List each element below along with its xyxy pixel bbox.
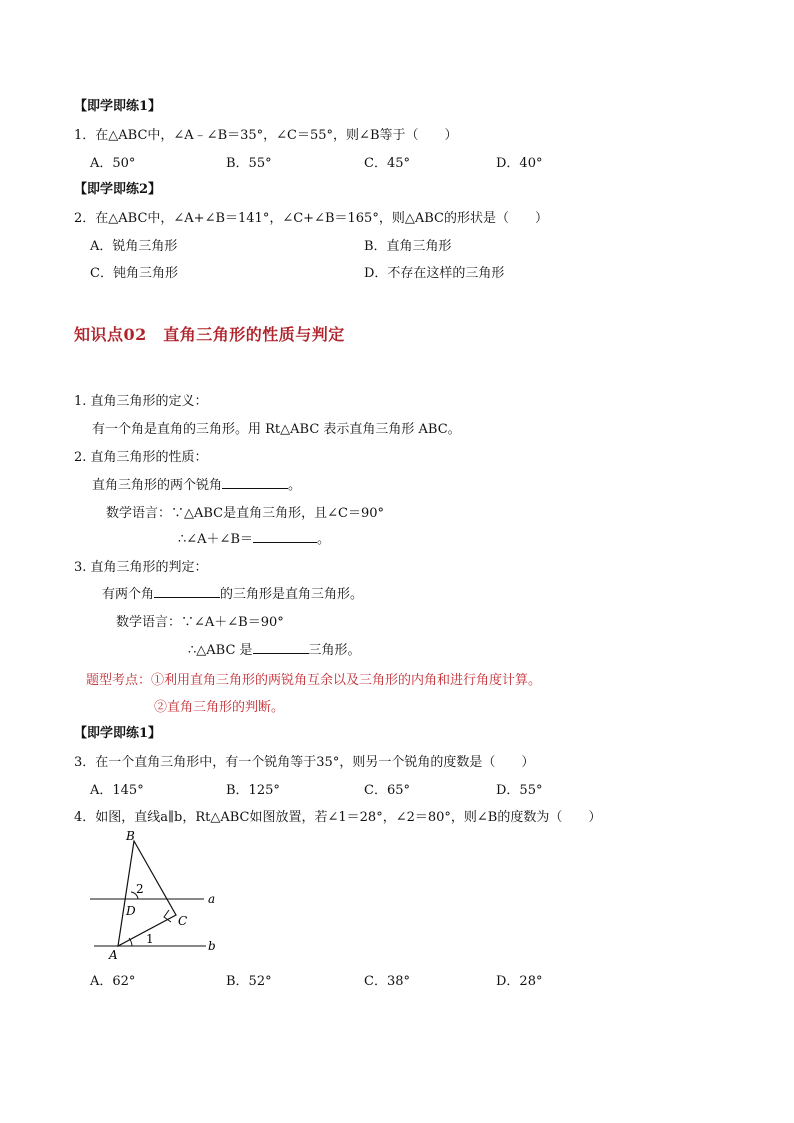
q1-option-a: A．50° [90, 156, 136, 171]
judge-blank[interactable] [154, 585, 220, 598]
practice-tag-2: 【即学即练2】 [74, 182, 162, 197]
judge-text-a: 有两个角 [102, 587, 155, 602]
math-language-b1: ∴∠A＋∠B＝ [178, 532, 253, 547]
property-blank[interactable] [222, 476, 288, 489]
math-language-c: 数学语言：∵∠A＋∠B＝90° [116, 615, 284, 630]
definition-title: 1. 直角三角形的定义： [74, 394, 208, 409]
q1-option-b: B．55° [226, 156, 272, 171]
label-line-b: b [208, 939, 216, 953]
q4-option-d: D．28° [496, 974, 543, 989]
practice-tag-3: 【即学即练1】 [74, 726, 162, 741]
topic-points-a: 题型考点：①利用直角三角形的两锐角互余以及三角形的内角和进行角度计算。 [86, 673, 542, 688]
property-text [92, 474, 301, 493]
shape-blank[interactable] [253, 641, 309, 654]
math-language-d1: ∴△ABC 是 [188, 643, 253, 658]
label-angle-2: 2 [136, 882, 144, 896]
triangle-abc [118, 841, 176, 946]
q2-option-a: A．锐角三角形 [90, 239, 178, 254]
math-language-b [178, 528, 330, 547]
label-d-point: D [126, 904, 136, 918]
q4-option-c: C．38° [364, 974, 410, 989]
label-a-vertex: A [109, 948, 118, 962]
q3-option-d: D．55° [496, 783, 543, 798]
math-language-d [188, 639, 361, 658]
definition-text: 有一个角是直角的三角形。用 Rt△ABC 表示直角三角形 ABC。 [92, 422, 461, 437]
label-b-vertex: B [126, 829, 135, 843]
property-text-b: 。 [288, 478, 302, 493]
label-c-vertex: C [178, 914, 188, 928]
topic-points-b: ②直角三角形的判断。 [154, 700, 285, 715]
q3-option-c: C．65° [364, 783, 410, 798]
q1-option-d: D．40° [496, 156, 543, 171]
judge-text-b: 的三角形是直角三角形。 [220, 587, 364, 602]
question-2: 2．在△ABC中，∠A+∠B＝141°，∠C+∠B＝165°，则△ABC的形状是（ ） [74, 211, 548, 226]
math-language-a: 数学语言：∵△ABC是直角三角形，且∠C＝90° [106, 506, 385, 521]
question-3: 3．在一个直角三角形中，有一个锐角等于35°，则另一个锐角的度数是（ ） [74, 755, 535, 770]
q2-option-c: C．钝角三角形 [90, 266, 178, 281]
question-1: 1．在△ABC中，∠A﹣∠B＝35°，∠C＝55°，则∠B等于（ ） [74, 128, 458, 143]
property-title: 2. 直角三角形的性质： [74, 450, 208, 465]
triangle-figure [84, 826, 234, 966]
q3-option-b: B．125° [226, 783, 280, 798]
q4-option-a: A．62° [90, 974, 136, 989]
knowledge-heading: 知识点02 直角三角形的性质与判定 [74, 325, 345, 344]
q2-option-d: D．不存在这样的三角形 [364, 266, 505, 281]
math-language-b2: 。 [317, 532, 331, 547]
q3-option-a: A．145° [90, 783, 144, 798]
practice-tag-1: 【即学即练1】 [74, 99, 162, 114]
math-language-d2: 三角形。 [308, 643, 361, 658]
question-4: 4．如图，直线a∥b，Rt△ABC如图放置，若∠1＝28°，∠2＝80°，则∠B的度数为（ ） [74, 810, 602, 825]
property-text-a: 直角三角形的两个锐角 [92, 478, 223, 493]
judge-title: 3. 直角三角形的判定： [74, 560, 208, 575]
q2-option-b: B．直角三角形 [364, 239, 452, 254]
q1-option-c: C．45° [364, 156, 410, 171]
label-angle-1: 1 [146, 932, 154, 946]
sum-blank[interactable] [253, 530, 317, 543]
label-line-a: a [208, 892, 216, 906]
judge-text [102, 583, 363, 602]
q4-option-b: B．52° [226, 974, 272, 989]
